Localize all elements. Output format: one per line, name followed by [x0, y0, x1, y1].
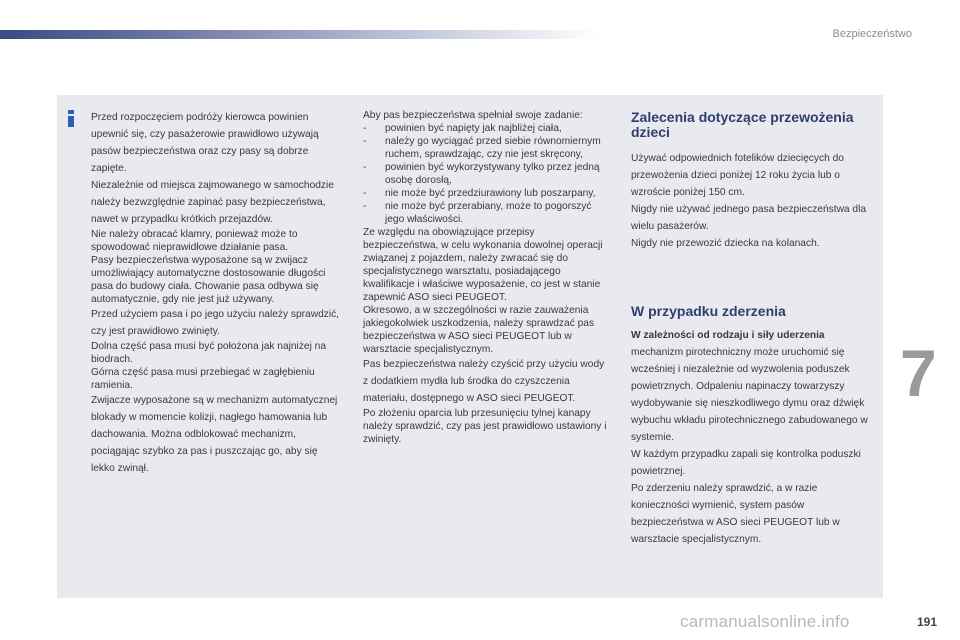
- info-icon-stem: [68, 116, 74, 127]
- paragraph: Nigdy nie używać jednego pasa bezpieczeństwa dla wielu pasażerów.: [631, 204, 867, 232]
- info-icon: [64, 110, 78, 127]
- paragraph: Ze względu na obowiązujące przepisy bezpieczeństwa, w celu wykonania dowolnej operacji związanej z pojazdem, należy zwracać się do specjalistycznego warsztatu, posiadającego kwalifikacje i właściwe wyposażenie, co jest w stanie zapewnić ASO sieci PEUGEOT.: [363, 227, 603, 303]
- list-dash: -: [363, 162, 367, 173]
- paragraph: Po złożeniu oparcia lub przesunięciu tylnej kanapy należy sprawdzić, czy pas jest prawidłowo ustawiony i zwinięty.: [363, 408, 607, 445]
- page-number: 191: [917, 615, 938, 629]
- paragraph: mechanizm pirotechniczny może uruchomić się wcześniej i niezależnie od wyzwolenia poduszek powietrznych. Odpaleniu napinaczy towarzyszy wydobywanie się nieszkodliwego dymu oraz dźwięk wybuchu wkładu pirotechnicznego zabudowanego w systemie.: [631, 347, 868, 443]
- list-dash: -: [363, 123, 367, 134]
- paragraph: Niezależnie od miejsca zajmowanego w samochodzie należy bezwzględnie zapinać pasy bezpieczeństwa, nawet w przypadku krótkich przejazdów.: [91, 180, 334, 225]
- heading-collision: W przypadku zderzenia: [631, 303, 786, 319]
- paragraph: Używać odpowiednich fotelików dziecięcych do przewożenia dzieci poniżej 12 roku życia lub o wzroście poniżej 150 cm.: [631, 153, 844, 198]
- header-gradient-bar: [0, 30, 600, 39]
- list-dash: -: [363, 188, 367, 199]
- list-item: - nie może być przedziurawiony lub poszarpany,: [363, 188, 596, 199]
- paragraph: Dolna część pasa musi być położona jak najniżej na biodrach.: [91, 341, 327, 365]
- column-seatbelt-requirements: [363, 109, 608, 446]
- list-item: - nie może być przerabiany, może to pogorszyć jego właściwości.: [363, 201, 592, 225]
- paragraph: Nie należy obracać klamry, ponieważ może to spowodować nieprawidłowe działanie pasa.: [91, 229, 298, 253]
- list-item: - powinien być wykorzystywany tylko przez jedną osobę dorosłą,: [363, 162, 600, 186]
- list-dash: -: [363, 136, 367, 147]
- column-children-collision: [631, 110, 876, 548]
- info-icon-dot: [68, 110, 74, 114]
- paragraph: Okresowo, a w szczególności w razie zauważenia jakiegokolwiek uszkodzenia, należy sprawdzać pas bezpieczeństwa w ASO sieci PEUGEOT lub w warsztacie specjalistycznym.: [363, 305, 595, 355]
- paragraph: Nigdy nie przewozić dziecka na kolanach.: [631, 238, 820, 249]
- paragraph: Po zderzeniu należy sprawdzić, a w razie konieczności wymienić, system pasów bezpieczeństwa w ASO sieci PEUGEOT lub w warsztacie specjalistycznym.: [631, 483, 840, 545]
- list-item: - powinien być napięty jak najbliżej ciała,: [363, 123, 562, 134]
- paragraph: Górna część pasa musi przebiegać w zagłębieniu ramienia.: [91, 367, 315, 391]
- list-dash: -: [363, 201, 367, 212]
- paragraph: Pas bezpieczeństwa należy czyścić przy użyciu wody z dodatkiem mydła lub środka do czyszczenia materiału, dostępnego w ASO sieci PEUGEOT.: [363, 359, 605, 404]
- paragraph: Zwijacze wyposażone są w mechanizm automatycznej blokady w momencie kolizji, nagłego hamowania lub dachowania. Można odblokować mechanizm, pociągając szybko za pas i puszczając go, aby się lekko zwinął.: [91, 395, 338, 474]
- watermark: carmanualsonline.info: [680, 612, 850, 631]
- paragraph: Przed użyciem pasa i po jego użyciu należy sprawdzić, czy jest prawidłowo zwinięty.: [91, 309, 340, 337]
- paragraph: Pasy bezpieczeństwa wyposażone są w zwijacz umożliwiający automatyczne dostosowanie długości pasa do budowy ciała. Chowanie pasa odbywa się automatycznie, gdy nie jest już używany.: [91, 255, 326, 305]
- column-seatbelt-usage: [91, 109, 344, 477]
- list-item: - należy go wyciągać przed siebie równomiernym ruchem, sprawdzając, czy nie jest skręcony,: [363, 136, 601, 160]
- bold-lead: W zależności od rodzaju i siły uderzenia: [631, 330, 825, 341]
- paragraph: Przed rozpoczęciem podróży kierowca powinien upewnić się, czy pasażerowie prawidłowo używają pasów bezpieczeństwa oraz czy pasy są dobrze zapięte.: [91, 112, 319, 174]
- paragraph: W każdym przypadku zapali się kontrolka poduszki powietrznej.: [631, 449, 861, 477]
- section-title: Bezpieczeństwo: [832, 28, 912, 40]
- heading-children: Zalecenia dotyczące przewożenia dzieci: [631, 109, 854, 140]
- intro-text: Aby pas bezpieczeństwa spełniał swoje zadanie:: [363, 110, 583, 121]
- chapter-number: 7: [900, 336, 937, 410]
